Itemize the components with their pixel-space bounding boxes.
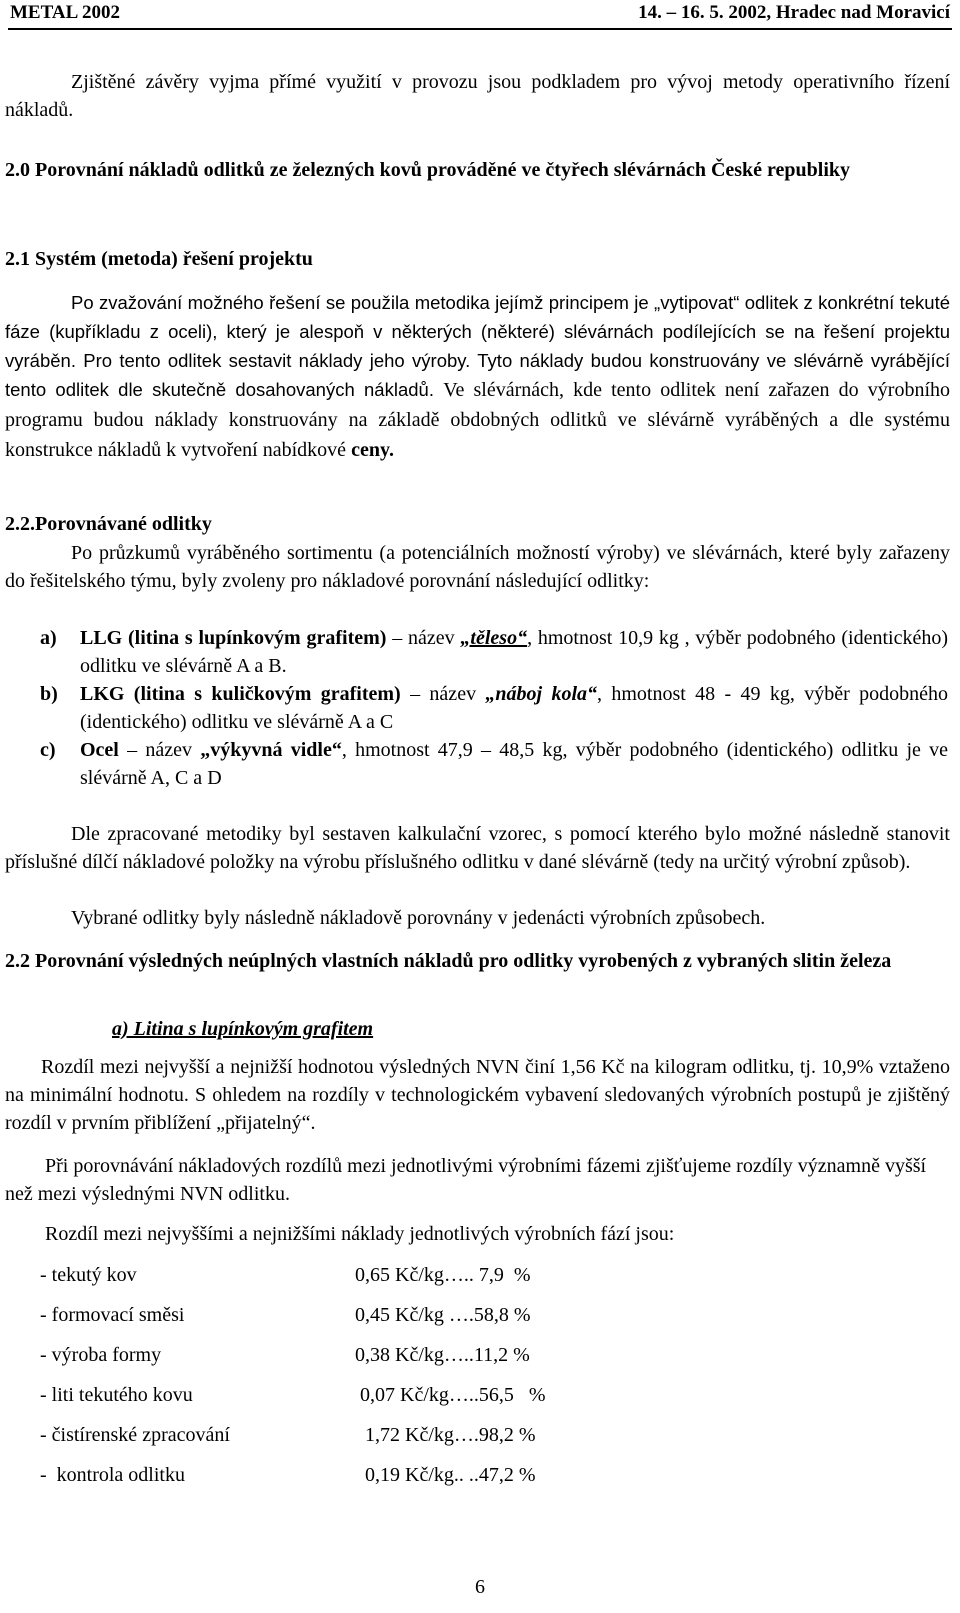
list-item-b-name: „náboj kola“: [485, 683, 598, 705]
section-2-1-text-end: ceny.: [351, 439, 394, 461]
header-date-place: 14. – 16. 5. 2002, Hradec nad Moravicí: [638, 2, 950, 23]
list-item-c-dash: – název: [118, 739, 201, 761]
cost-row-name: - liti tekutého kovu: [40, 1384, 193, 1406]
cost-row-value: 0,45 Kč/kg ….58,8 %: [355, 1304, 531, 1326]
list-item-c-name: „výkyvná vidle“: [200, 739, 342, 761]
list-item-b-label: b): [40, 683, 58, 705]
section-2-1-text: Po zvažování možného řešení se použila metodika jejímž principem je „vytipovat“ odlitek z konkrétní tekuté fáze (kupříkladu z oceli), který je alespoň v některých (některé) slévárnách podílejících se na řešení projektu vyráběn. Pro tento odlitek sestavit náklady jeho výroby. Tyto náklady budou konstruovány ve slévárně vyrábějící tento odlitek dle skutečně dosahovaných nákladů.: [5, 292, 950, 400]
cost-row: [40, 1301, 600, 1329]
list-item-a: [40, 624, 948, 680]
running-header: [8, 0, 952, 30]
cost-row-name: - výroba formy: [40, 1344, 162, 1366]
methodology-paragraph: Dle zpracované metodiky byl sestaven kalkulační vzorec, s pomocí kterého bylo možné následně stanovit příslušné dílčí nákladové položky na výrobu příslušného odlitku v dané slévárně (tedy na určitý výrobní způsob).: [5, 823, 950, 873]
list-item-c: [40, 736, 948, 792]
cost-row-name: - čistírenské zpracování: [40, 1424, 230, 1446]
list-item-b-rest: , hmotnost 48 - 49 kg, výběr podobného (identického) odlitku ve slévárně A a C: [80, 683, 948, 733]
section-2-2b-heading: 2.2 Porovnání výsledných neúplných vlastních nákladů pro odlitky vyrobených z vybraných slitin železa: [5, 950, 892, 972]
cost-row-value: 0,07 Kč/kg…..56,5 %: [355, 1384, 546, 1406]
header-conference: METAL 2002: [10, 2, 120, 23]
list-item-a-dash: – název: [386, 627, 461, 649]
list-item-b-alloy: LKG (litina s kuličkovým grafitem): [80, 683, 401, 705]
cost-row: [40, 1341, 600, 1369]
list-item-a-label: a): [40, 627, 57, 649]
page-number: 6: [475, 1576, 485, 1598]
intro-paragraph: Zjištěné závěry vyjma přímé využití v provozu jsou podkladem pro vývoj metody operativního řízení nákladů.: [5, 71, 950, 121]
cost-row-name: - tekutý kov: [40, 1264, 137, 1286]
cost-row-value: 0,19 Kč/kg.. ..47,2 %: [355, 1464, 536, 1486]
list-item-b-dash: – název: [400, 683, 486, 705]
list-item-a-alloy: LLG (litina s lupínkovým grafitem): [80, 627, 387, 649]
cost-row-value: 0,38 Kč/kg…..11,2 %: [355, 1344, 530, 1366]
cost-row-name: - formovací směsi: [40, 1304, 185, 1326]
list-item-c-label: c): [40, 739, 56, 761]
cost-row-value: 0,65 Kč/kg….. 7,9 %: [355, 1264, 531, 1286]
cost-row: [40, 1381, 600, 1409]
section-2-2-heading: 2.2.Porovnávané odlitky: [5, 513, 212, 535]
nvn-difference-paragraph: Rozdíl mezi nejvyšší a nejnižší hodnotou výsledných NVN činí 1,56 Kč na kilogram odlitku, tj. 10,9% vztaženo na minimální hodnotu. S ohledem na rozdíly v technologickém vybavení sledovaných výrobních postupů je zjištěný rozdíl v prvním přiblížení „přijatelný“.: [5, 1056, 950, 1134]
list-item-c-rest: , hmotnost 47,9 – 48,5 kg, výběr podobného (identického) odlitku je ve slévárně A, C a D: [80, 739, 949, 789]
section-2-0-heading: 2.0 Porovnání nákladů odlitků ze železných kovů prováděné ve čtyřech slévárnách České republiky: [5, 159, 851, 181]
cost-row: [40, 1461, 600, 1489]
section-2-1-text-cont: Ve slévárnách, kde tento odlitek není zařazen do výrobního programu budou náklady konstruovány na základě obdobných odlitků ve slévárně vyráběných a dle systému konstrukce nákladů k vytvoření nabídkové: [5, 379, 951, 461]
cost-row-value: 1,72 Kč/kg….98,2 %: [355, 1424, 536, 1446]
section-2-2-paragraph: Po průzkumů vyráběného sortimentu (a potenciálních možností výroby) ve slévárnách, které byly zařazeny do řešitelského týmu, byly zvoleny pro nákladové porovnání následující odlitky:: [5, 542, 950, 592]
list-item-a-name: „těleso“: [460, 627, 528, 649]
section-2-1-paragraph: [5, 288, 950, 465]
cost-row-name: - kontrola odlitku: [40, 1464, 185, 1486]
section-2-1-heading: 2.1 Systém (metoda) řešení projektu: [5, 248, 313, 270]
cost-row: [40, 1421, 600, 1449]
phase-differences-paragraph: Při porovnávání nákladových rozdílů mezi jednotlivými výrobními fázemi zjišťujeme rozdíly významně vyšší než mezi výslednými NVN odlitku.: [5, 1155, 927, 1205]
phase-costs-intro: Rozdíl mezi nejvyššími a nejnižšími náklady jednotlivých výrobních fází jsou:: [45, 1223, 675, 1245]
list-item-b: [40, 680, 948, 736]
comparison-paragraph: Vybrané odlitky byly následně nákladově porovnány v jedenácti výrobních způsobech.: [71, 907, 766, 929]
cost-row: [40, 1261, 600, 1289]
subsection-a-heading: a) Litina s lupínkovým grafitem: [112, 1018, 374, 1040]
list-item-a-rest: , hmotnost 10,9 kg , výběr podobného (identického) odlitku ve slévárně A a B.: [80, 627, 948, 677]
list-item-c-alloy: Ocel: [80, 739, 119, 761]
